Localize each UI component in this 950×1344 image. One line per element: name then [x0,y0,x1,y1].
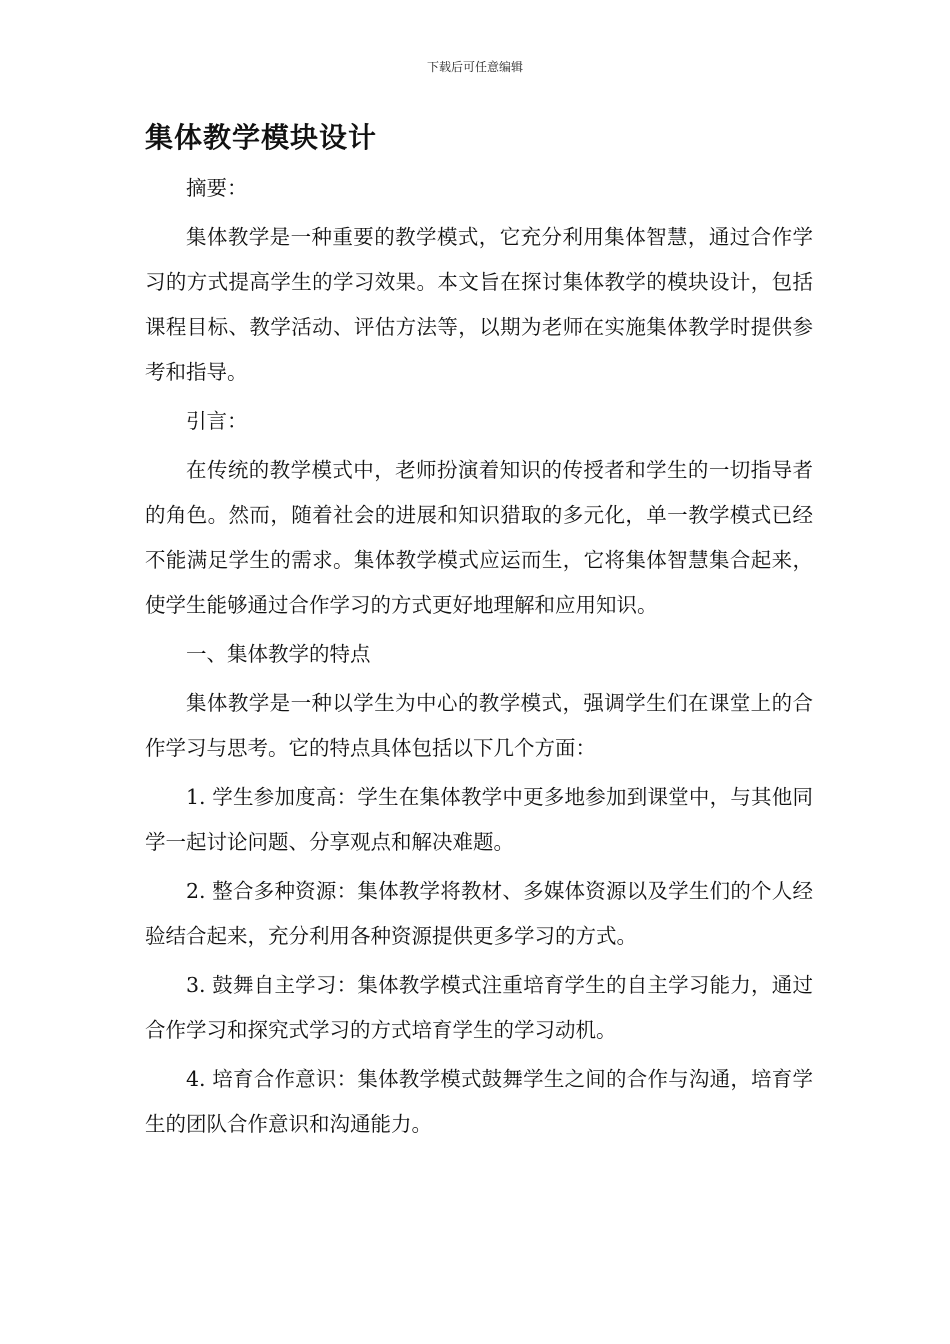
page-header: 下载后可任意编辑 [426,60,523,74]
paragraph-abstract-heading: 摘要： [186,176,248,200]
list-item-2: 2. 整合多种资源：集体教学将教材、多媒体资源以及学生们的个人经验结合起来，充分利用各种资源提供更多学习的方式。 [145,879,813,948]
document-title: 集体教学模块设计 [145,121,378,154]
paragraph-features-intro: 集体教学是一种以学生为中心的教学模式，强调学生们在课堂上的合作学习与思考。它的特点具体包括以下几个方面： [145,691,813,760]
paragraph-intro: 在传统的教学模式中，老师扮演着知识的传授者和学生的一切指导者的角色。然而，随着社会的进展和知识猎取的多元化，单一教学模式已经不能满足学生的需求。集体教学模式应运而生，它将集体智慧集合起来，使学生能够通过合作学习的方式更好地理解和应用知识。 [145,458,813,617]
list-item-3: 3. 鼓舞自主学习：集体教学模式注重培育学生的自主学习能力，通过合作学习和探究式学习的方式培育学生的学习动机。 [145,973,813,1042]
section-heading-features: 一、集体教学的特点 [186,642,371,666]
list-item-4: 4. 培育合作意识：集体教学模式鼓舞学生之间的合作与沟通，培育学生的团队合作意识和沟通能力。 [145,1067,813,1136]
list-item-1: 1. 学生参加度高：学生在集体教学中更多地参加到课堂中，与其他同学一起讨论问题、分享观点和解决难题。 [145,785,813,854]
paragraph-intro-heading: 引言： [186,409,248,433]
paragraph-abstract: 集体教学是一种重要的教学模式，它充分利用集体智慧，通过合作学习的方式提高学生的学习效果。本文旨在探讨集体教学的模块设计，包括课程目标、教学活动、评估方法等，以期为老师在实施集体教学时提供参考和指导。 [145,225,813,384]
document-body [145,166,813,1151]
